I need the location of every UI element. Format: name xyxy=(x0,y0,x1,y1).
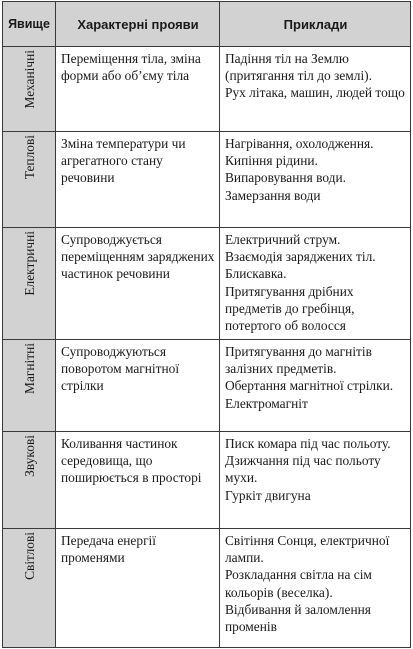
phenomenon-cell xyxy=(3,529,56,648)
example-line: Обертання магнітної стрілки. xyxy=(225,378,394,394)
table-row xyxy=(3,529,411,648)
table-row xyxy=(3,228,411,340)
header-phenomenon: Явище xyxy=(3,2,56,47)
table-row xyxy=(3,432,411,529)
table-row xyxy=(3,47,411,132)
examples-cell xyxy=(220,47,411,132)
example-line: Кипіння рідини. xyxy=(225,153,318,169)
phenomenon-label: Теплові xyxy=(22,135,37,180)
examples-cell xyxy=(220,228,411,340)
example-line: Випаровування води. xyxy=(225,170,346,186)
examples-cell xyxy=(220,432,411,529)
example-line: Притягування дрібних предметів до гребінця, потертого об волосся xyxy=(225,283,355,334)
features-cell xyxy=(56,47,220,132)
features-cell xyxy=(56,529,220,648)
example-line: Замерзання води xyxy=(225,187,321,203)
features-cell xyxy=(56,228,220,340)
phenomenon-label: Звукові xyxy=(22,435,37,477)
features-cell xyxy=(56,132,220,228)
phenomenon-label: Магнітні xyxy=(22,343,37,394)
example-line: Гуркіт двигуна xyxy=(225,487,311,503)
features-text: Зміна температури чи агрегатного стану речовини xyxy=(61,136,186,186)
header-row xyxy=(3,2,411,47)
examples-cell xyxy=(220,132,411,228)
example-line: Відбивання й заломлення променів xyxy=(225,601,371,635)
phenomenon-label: Світлові xyxy=(22,532,37,580)
header-examples: Приклади xyxy=(220,2,411,47)
example-line: Рух літака, машин, людей тощо xyxy=(225,85,405,101)
example-line: Електричний струм. xyxy=(225,232,341,247)
example-line: Притягування до магнітів залізних предметів. xyxy=(225,344,372,377)
example-line: Взаємодія заряджених тіл. xyxy=(225,249,376,265)
phenomenon-cell xyxy=(3,228,56,340)
table-row xyxy=(3,340,411,432)
table-row xyxy=(3,132,411,228)
phenomenon-cell xyxy=(3,47,56,132)
example-line: Світіння Сонця, електричної лампи. xyxy=(225,533,390,566)
example-line: Розкладання світла на сім кольорів (веселка). xyxy=(225,567,372,600)
example-line: Дзижчання під час польоту мухи. xyxy=(225,453,381,486)
example-line: Нагрівання, охолодження. xyxy=(225,136,374,151)
phenomenon-label: Механічні xyxy=(22,50,37,109)
examples-cell xyxy=(220,340,411,432)
features-text: Переміщення тіла, зміна форми або об’єму тіла xyxy=(61,51,201,84)
features-text: Передача енергії променями xyxy=(61,533,157,566)
phenomenon-cell xyxy=(3,132,56,228)
features-cell xyxy=(56,432,220,529)
phenomenon-label: Електричні xyxy=(22,231,37,296)
example-line: Падіння тіл на Землю (притягання тіл до землі). xyxy=(225,51,372,84)
phenomenon-cell xyxy=(3,340,56,432)
example-line: Блискавка. xyxy=(225,266,287,282)
phenomenon-cell xyxy=(3,432,56,529)
examples-cell xyxy=(220,529,411,648)
phenomena-table xyxy=(2,1,411,648)
example-line: Писк комара під час польоту. xyxy=(225,436,391,451)
features-text: Супроводжується переміщенням заряджених частинок речовини xyxy=(61,232,215,282)
features-cell xyxy=(56,340,220,432)
header-features: Характерні прояви xyxy=(56,2,220,47)
example-line: Електромагніт xyxy=(225,395,308,411)
features-text: Коливання частинок середовища, що поширюється в просторі xyxy=(61,436,202,486)
features-text: Супроводжуються поворотом магнітної стрілки xyxy=(61,344,180,394)
